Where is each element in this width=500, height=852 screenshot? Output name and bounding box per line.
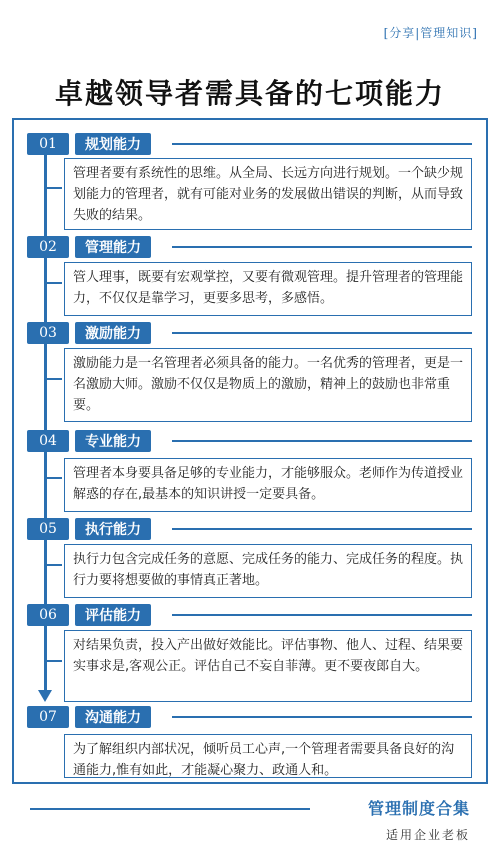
section-title: 管理能力 — [75, 236, 151, 258]
section-title: 执行能力 — [75, 518, 151, 540]
timeline-arrow-icon — [38, 690, 52, 702]
section-divider — [172, 246, 472, 248]
section-desc-07: 为了解组织内部状况，倾听员工心声,一个管理者需要具备良好的沟通能力,惟有如此，才能凝心聚力、政通人和。 — [64, 734, 472, 778]
section-number: 02 — [27, 236, 69, 258]
section-number: 03 — [27, 322, 69, 344]
timeline-tick — [44, 378, 62, 380]
section-desc-03: 激励能力是一名管理者必须具备的能力。一名优秀的管理者，更是一名激励大师。激励不仅仅是物质上的激励，精神上的鼓励也非常重要。 — [64, 348, 472, 422]
footer-subtitle: 适用企业老板 — [385, 828, 470, 842]
section-title: 专业能力 — [75, 430, 151, 452]
page-title: 卓越领导者需具备的七项能力 — [54, 77, 445, 110]
section-number: 01 — [27, 133, 69, 155]
section-desc-06: 对结果负责，投入产出做好效能比。评估事物、他人、过程、结果要实事求是,客观公正。评估自己不妄自菲薄。更不要夜郎自大。 — [64, 630, 472, 702]
section-divider — [172, 528, 472, 530]
section-number: 07 — [27, 706, 69, 728]
section-header-04 — [27, 430, 151, 452]
section-header-01 — [27, 133, 151, 155]
timeline-tick — [44, 477, 62, 479]
section-divider — [172, 143, 472, 145]
section-header-07 — [27, 706, 151, 728]
section-title: 评估能力 — [75, 604, 151, 626]
section-desc-01: 管理者要有系统性的思维。从全局、长远方向进行规划。一个缺少规划能力的管理者，就有可能对业务的发展做出错误的判断，从而导致失败的结果。 — [64, 158, 472, 230]
section-divider — [172, 332, 472, 334]
section-desc-04: 管理者本身要具备足够的专业能力，才能够服众。老师作为传道授业解惑的存在,最基本的知识讲授一定要具备。 — [64, 458, 472, 512]
timeline-tick — [44, 564, 62, 566]
section-divider — [172, 440, 472, 442]
section-title: 激励能力 — [75, 322, 151, 344]
section-header-03 — [27, 322, 151, 344]
footer-title: 管理制度合集 — [367, 799, 470, 818]
section-number: 04 — [27, 430, 69, 452]
section-number: 06 — [27, 604, 69, 626]
section-header-05 — [27, 518, 151, 540]
category-tag: [分享|管理知识] — [383, 26, 478, 40]
section-desc-05: 执行力包含完成任务的意愿、完成任务的能力、完成任务的程度。执行力要将想要做的事情真正著地。 — [64, 544, 472, 598]
section-title: 沟通能力 — [75, 706, 151, 728]
section-divider — [172, 716, 472, 718]
timeline-tick — [44, 282, 62, 284]
timeline-tick — [44, 187, 62, 189]
section-number: 05 — [27, 518, 69, 540]
footer-divider — [30, 808, 310, 810]
section-divider — [172, 614, 472, 616]
section-header-02 — [27, 236, 151, 258]
section-title: 规划能力 — [75, 133, 151, 155]
section-desc-02: 管人理事，既要有宏观掌控，又要有微观管理。提升管理者的管理能力，不仅仅是靠学习，更要多思考，多感悟。 — [64, 262, 472, 316]
timeline-tick — [44, 660, 62, 662]
section-header-06 — [27, 604, 151, 626]
